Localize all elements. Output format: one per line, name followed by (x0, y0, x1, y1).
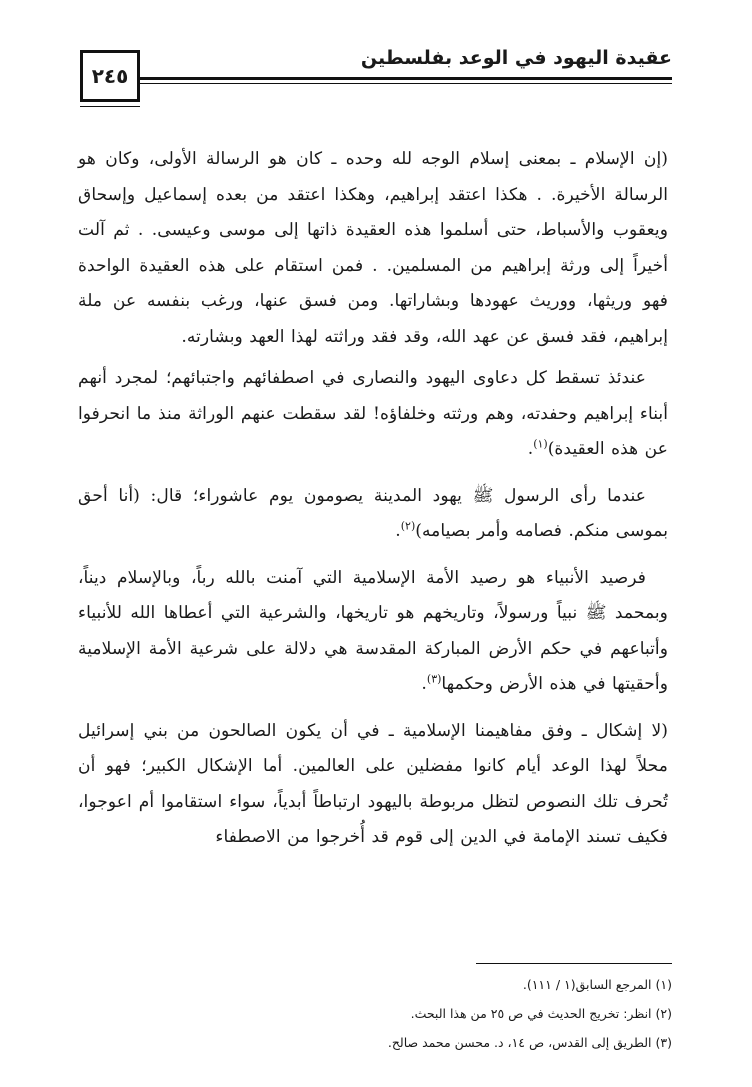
header-rule (140, 77, 672, 80)
footnote-ref-1: (١) (533, 437, 548, 451)
footnote-2: (٢) انظر: تخريج الحديث في ص ٢٥ من هذا البحث. (410, 1006, 672, 1021)
running-header-title: عقيدة اليهود في الوعد بفلسطين (360, 47, 672, 69)
paragraph-3-end: . (395, 521, 401, 541)
paragraph-4 (78, 561, 668, 703)
paragraph-2-text: عندئذ تسقط كل دعاوى اليهود والنصارى في اصطفائهم واجتبائهم؛ لمجرد أنهم أبناء إبراهيم وحفدته، وهم ورثته وخلفاؤه! لقد سقطت عنهم الوراثة منذ ما انحرفوا عن هذه العقيدة) (78, 368, 668, 459)
footnote-ref-3: (٣) (426, 672, 442, 686)
footnote-ref-2: (٢) (400, 519, 416, 533)
footnote-3: (٣) الطريق إلى القدس، ص ١٤، د. محسن محمد صالح. (387, 1035, 672, 1050)
page-number: ٢٤٥ (80, 50, 140, 102)
footnote-1: (١) المرجع السابق(١ / ١١١). (522, 977, 672, 992)
footnotes (82, 970, 672, 1057)
paragraph-5: (لا إشكال ـ وفق مفاهيمنا الإسلامية ـ في أن يكون الصالحون من بني إسرائيل محلاً لهذا الوعد أيام كانوا مفضلين على العالمين. أما الإشكال الكبير؛ فهو أن تُحرف تلك النصوص لتظل مربوطة باليهود ارتباطاً أبدياً، سواء استقاموا أم اعوجوا، فكيف تسند الإمامة في الدين إلى قوم قد أُخرجوا من الاصطفاء (78, 720, 668, 847)
body-text (78, 142, 668, 856)
paragraph-1: (إن الإسلام ـ بمعنى إسلام الوجه لله وحده ـ كان هو الرسالة الأولى، وكان هو الرسالة الأخيرة. . هكذا اعتقد إبراهيم، وهكذا اعتقد من بعده إسماعيل وإسحاق ويعقوب والأسباط، حتى أسلموا هذه العقيدة ذاتها إلى موسى وعيسى. . ثم آلت أخيراً إلى ورثة إبراهيم من المسلمين. . فمن استقام على هذه العقيدة الواحدة فهو وريثها، ووريث عهودها وبشاراتها. ومن فسق عنها، ورغب بنفسه عن ملة إبراهيم، فقد فسق عن عهد الله، وقد فقد وراثته لهذا العهد وبشارته. (78, 149, 668, 347)
paragraph-4-text: فرصيد الأنبياء هو رصيد الأمة الإسلامية التي آمنت بالله رباً، وبالإسلام ديناً، وبمحمد ﷺ نبياً ورسولاً، وتاريخهم هو تاريخها، والشرعية التي أعطاها الله للأنبياء وأتباعهم في حكم الأرض المباركة المقدسة هي دلالة على شرعية الأمة الإسلامية وأحقيتها في هذه الأرض وحكمها (78, 567, 668, 694)
paragraph-4-end: . (421, 674, 427, 694)
header-rule-thin (140, 83, 672, 84)
paragraph-2 (78, 361, 668, 468)
paragraph-2-end: . (527, 439, 534, 459)
paragraph-3-text: عندما رأى الرسول ﷺ يهود المدينة يصومون يوم عاشوراء؛ قال: (أنا أحق بموسى منكم. فصامه وأمر بصيامه) (78, 485, 668, 541)
paragraph-3 (78, 479, 668, 550)
footnote-separator (476, 963, 672, 964)
